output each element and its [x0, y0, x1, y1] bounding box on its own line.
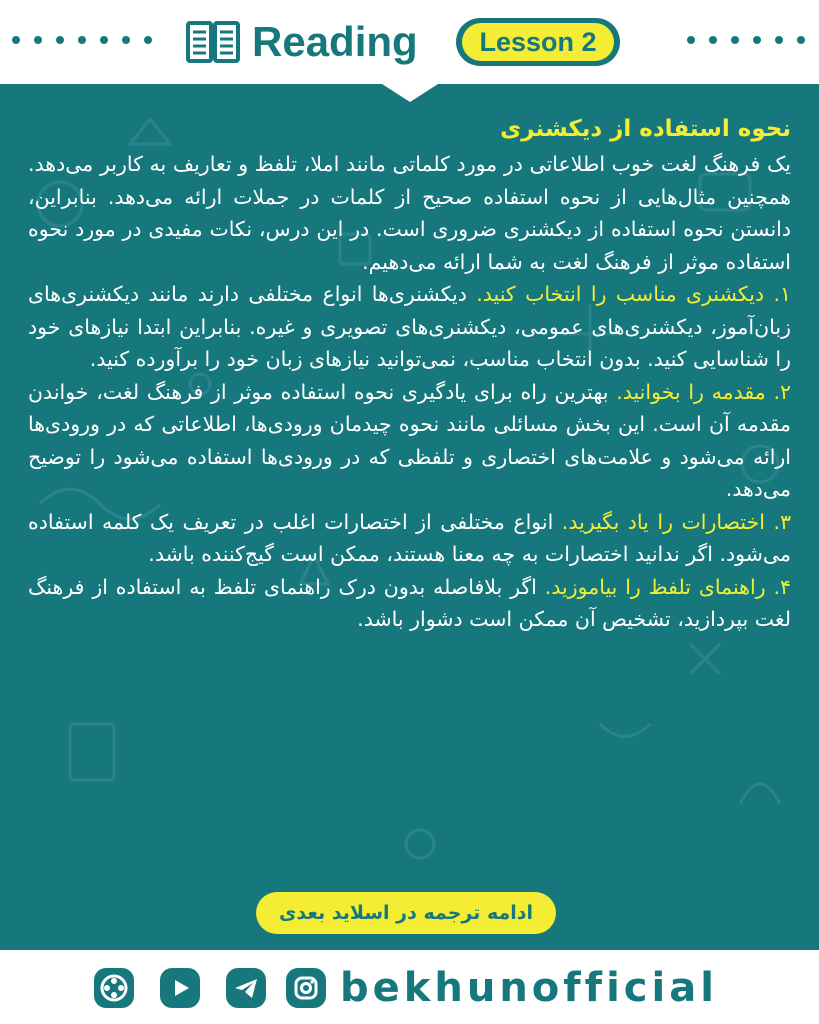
header-notch — [382, 84, 438, 102]
lesson-badge — [456, 18, 620, 66]
article-intro: یک فرهنگ لغت خوب اطلاعاتی در مورد کلماتی مانند املا، تلفظ و تعاریف به کاربر می‌دهد. همچنین مثال‌هایی از نحوه استفاده صحیح از کلمات در جملات ارائه می‌دهد. بنابراین، دانستن نحوه استفاده از دیکشنری ضروری است. در این درس، نکات مفیدی در مورد نحوه استفاده موثر از فرهنگ لغت به شما ارائه می‌دهیم. — [28, 152, 791, 274]
continue-next-slide-badge: ادامه ترجمه در اسلاید بعدی — [256, 892, 556, 934]
book-icon — [186, 20, 240, 64]
tip-title: ۱. دیکشنری مناسب را انتخاب کنید. — [476, 282, 791, 306]
tip-title: ۳. اختصارات را یاد بگیرید. — [561, 509, 791, 534]
tip-body: بهترین راه برای یادگیری نحوه استفاده موثر از فرهنگ لغت، خواندن مقدمه آن است. این بخش مسائلی مانند نحوه چیدمان ورودی‌ها، اطلاعاتی که در ورودی‌ها ارائه می‌شود و علامت‌های اختصاری و تلفظی که در ورودی‌ها استفاده می‌شود را توضیح می‌دهد. — [28, 379, 791, 501]
section-title: Reading — [252, 18, 418, 65]
tip-body: انواع مختلفی از اختصارات اغلب در تعریف یک کلمه استفاده می‌شود. اگر ندانید اختصارات به چه معنا هستند، ممکن است گیج‌کننده باشد. — [28, 509, 791, 566]
aparat-icon[interactable] — [94, 968, 134, 1008]
tip-title: ۴. راهنمای تلفظ را بیاموزید. — [544, 574, 791, 599]
youtube-icon[interactable] — [160, 968, 200, 1008]
decorative-dots-right — [687, 36, 805, 44]
instagram-icon[interactable] — [286, 968, 326, 1008]
tip-item — [28, 376, 791, 506]
article-heading: نحوه استفاده از دیکشنری — [500, 116, 791, 142]
tip-title: ۲. مقدمه را بخوانید. — [616, 379, 791, 404]
tip-item — [28, 278, 791, 376]
footer — [0, 950, 819, 1024]
tip-item — [28, 506, 791, 571]
account-handle[interactable]: bekhunofficial — [340, 965, 718, 1011]
content-panel — [0, 84, 819, 950]
lesson-badge-label: Lesson 2 — [462, 23, 614, 61]
tip-item — [28, 571, 791, 636]
tip-body: دیکشنری‌ها انواع مختلفی دارند مانند دیکشنری‌های زبان‌آموز، دیکشنری‌های عمومی، دیکشنری‌های تصویری و غیره. بنابراین ابتدا نیازهای خود را شناسایی کنید. بدون انتخاب مناسب، نمی‌توانید نیازهای زبان خود را برآورده کنید. — [28, 282, 791, 371]
decorative-dots-left — [12, 36, 152, 44]
telegram-icon[interactable] — [226, 968, 266, 1008]
tip-body: اگر بلافاصله بدون درک راهنمای تلفظ به استفاده از فرهنگ لغت بپردازید، تشخیص آن ممکن است دشوار باشد. — [28, 574, 791, 631]
article — [28, 112, 791, 636]
header — [0, 0, 819, 84]
